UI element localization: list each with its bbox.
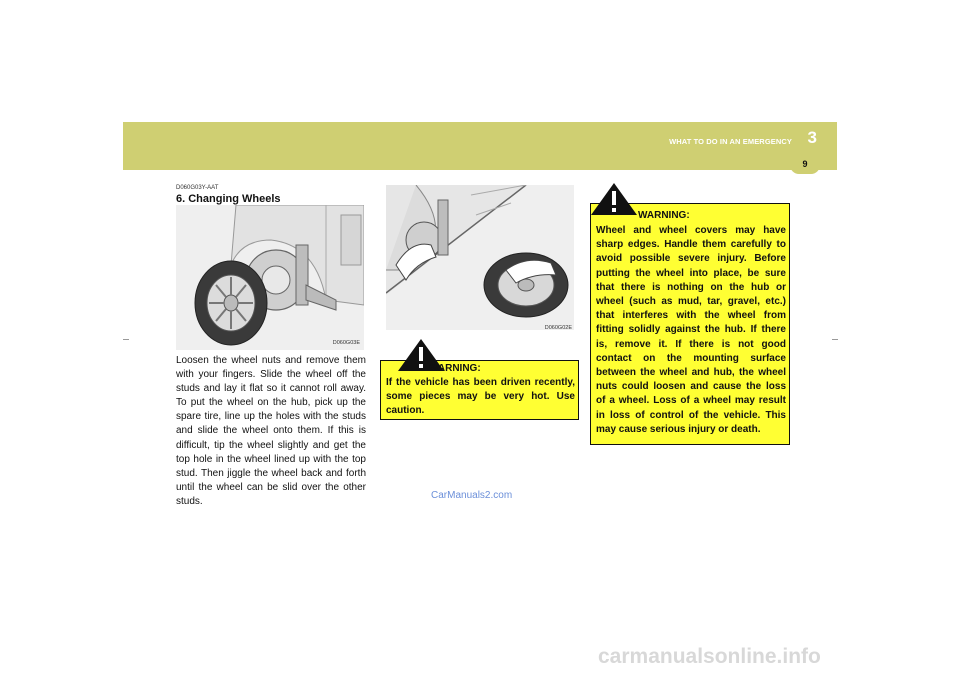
warning-box-hot-parts xyxy=(380,360,579,420)
watermark-link[interactable]: CarManuals2.com xyxy=(431,490,513,501)
figure-wheel-removal xyxy=(176,205,364,350)
footer-brand-watermark: carmanualsonline.info xyxy=(598,645,821,668)
section-title: 6. Changing Wheels xyxy=(176,193,281,205)
warning-heading-small: WARNING: xyxy=(429,363,481,374)
crop-mark-left xyxy=(123,339,129,340)
warning-triangle-icon xyxy=(591,183,637,215)
warning-heading-large: WARNING: xyxy=(638,210,690,221)
figure-code-left: D060G03E xyxy=(332,340,360,346)
body-paragraph: Loosen the wheel nuts and remove them with your fingers. Slide the wheel off the studs and lay it flat so it cannot roll away. To put the wheel on the hub, pick up the spare tire, line up the holes with the studs and slide the wheel onto them. If this is difficult, tip the wheel slightly and get the top hole in the wheel lined up with the top stud. Then jiggle the wheel back and forth until the wheel can be slid over the other studs. xyxy=(176,355,366,507)
figure-code-right: D060G02E xyxy=(544,325,572,330)
header-section-title: WHAT TO DO IN AN EMERGENCY xyxy=(669,137,792,146)
page-number-tab xyxy=(790,156,820,174)
warning-text-small: If the vehicle has been driven recently, some pieces may be very hot. Use caution. xyxy=(386,377,575,416)
figure-hub-cleaning xyxy=(386,185,574,330)
chapter-number: 3 xyxy=(807,128,817,147)
crop-mark-right xyxy=(832,339,838,340)
page-number: 9 xyxy=(802,159,808,169)
section-code: D060G03Y-AAT xyxy=(176,185,219,191)
hub-cleaning-illustration xyxy=(386,185,574,330)
header-band xyxy=(123,122,837,170)
warning-text-large: Wheel and wheel covers may have sharp edges. Handle them carefully to avoid possible severe injury. Before putting the wheel into place, be sure that there is nothing on the hub or wheel (such as mud, tar, gravel, etc.) that interferes with the wheel from fitting solidly against the hub. If there is, remove it. If there is not good contact on the mounting surface between the wheel and hub, the wheel nuts could loosen and cause the loss of a wheel. Loss of a wheel may result in loss of control of the vehicle. This may cause serious injury or death. xyxy=(596,225,786,435)
wheel-removal-illustration xyxy=(176,205,364,350)
warning-box-wheel-edges xyxy=(590,203,790,445)
